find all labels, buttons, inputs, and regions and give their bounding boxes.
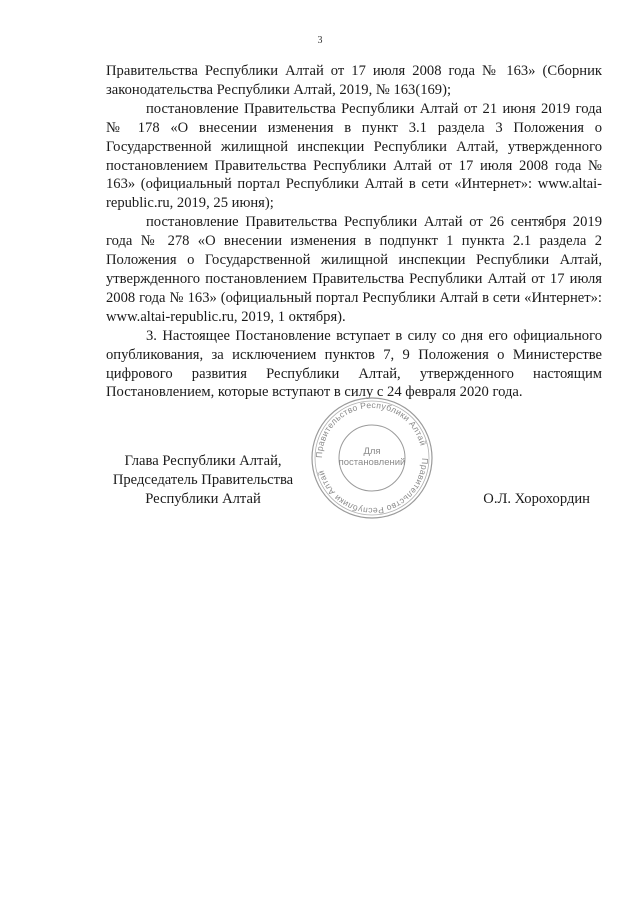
stamp-outer-text-repeat: Правительство Республики Алтай xyxy=(315,457,431,517)
signatory-title xyxy=(98,452,308,509)
signatory-title-line-3: Республики Алтай xyxy=(145,491,261,507)
signatory-title-line-1: Глава Республики Алтай, xyxy=(124,453,282,469)
stamp-outer-text: Правительство Республики Алтай xyxy=(313,399,429,459)
document-body xyxy=(106,62,602,402)
official-stamp xyxy=(310,396,434,520)
signatory-title-line-2: Председатель Правительства xyxy=(112,472,294,488)
signatory-name: О.Л. Хорохордин xyxy=(483,491,590,507)
stamp-inner-line-2: постановлений xyxy=(338,457,406,468)
paragraph-resolution-178: постановление Правительства Республики Алтай от 21 июня 2019 года № 178 «О внесении изменения в пункт 3.1 раздела 3 Положения о Государственной жилищной инспекции Республики Алтай, утвержденного постановлением Правительства Республики Алтай от 17 июля 2008 года № 163» (официальный портал Республики Алтай в сети «Интернет»: www.altai-republic.ru, 2019, 25 июня); xyxy=(106,100,602,212)
paragraph-effective-date: 3. Настоящее Постановление вступает в силу со дня его официального опубликования, за исключением пунктов 7, 9 Положения о Министерстве цифрового развития Республики Алтай, утвержденного настоящим Постановлением, которые вступают в силу с 24 февраля 2020 года. xyxy=(106,327,602,401)
stamp-inner-line-1: Для xyxy=(363,446,381,457)
paragraph-resolution-278: постановление Правительства Республики Алтай от 26 сентября 2019 года № 278 «О внесении изменения в подпункт 1 пункта 2.1 раздела 2 Положения о Государственной жилищной инспекции Республики Алтай, утвержденного постановлением Правительства Республики Алтай от 17 июля 2008 года № 163» (официальный портал Республики Алтай в сети «Интернет»: www.altai-republic.ru, 2019, 1 октября). xyxy=(106,214,602,325)
paragraph-continuation: Правительства Республики Алтай от 17 июля 2008 года № 163» (Сборник законодательства Республики Алтай, 2019, № 163(169); xyxy=(106,63,602,98)
page-number: 3 xyxy=(317,35,323,46)
